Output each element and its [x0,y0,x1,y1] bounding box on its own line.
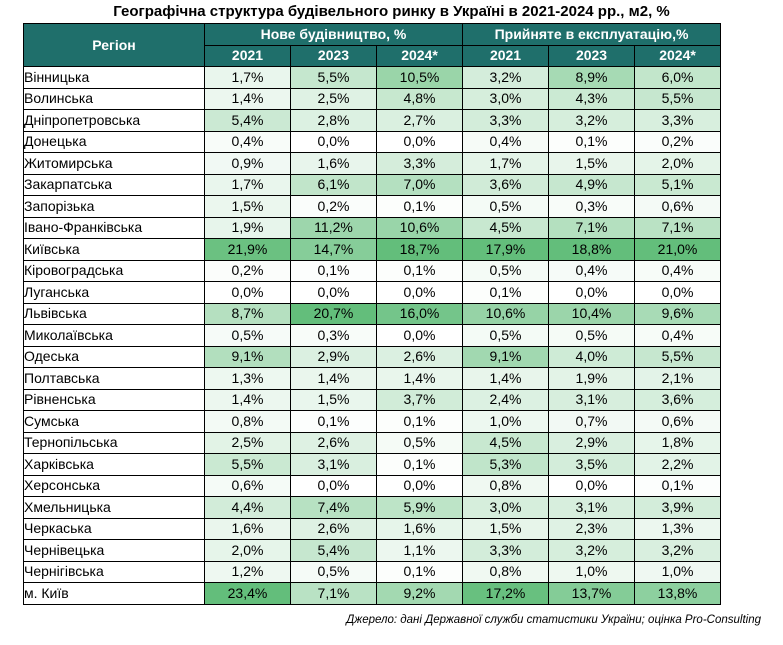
value-cell: 0,2% [291,196,377,218]
table-row [24,110,721,132]
value-cell: 3,2% [549,110,635,132]
value-cell: 11,2% [291,217,377,239]
region-name-cell: Сумська [24,411,205,433]
value-cell: 5,4% [205,110,291,132]
region-name-cell: Хмельницька [24,497,205,519]
value-cell: 1,4% [377,368,463,390]
value-cell: 2,4% [463,389,549,411]
value-cell: 0,0% [291,282,377,304]
value-cell: 2,0% [205,540,291,562]
region-name-cell: Вінницька [24,67,205,89]
table-row [24,282,721,304]
table-row [24,368,721,390]
value-cell: 5,4% [291,540,377,562]
value-cell: 10,4% [549,303,635,325]
value-cell: 23,4% [205,583,291,605]
region-name-cell: Львівська [24,303,205,325]
value-cell: 1,4% [463,368,549,390]
value-cell: 3,2% [463,67,549,89]
value-cell: 0,1% [635,475,721,497]
value-cell: 0,0% [291,475,377,497]
value-cell: 1,2% [205,561,291,583]
region-name-cell: м. Київ [24,583,205,605]
value-cell: 0,1% [377,454,463,476]
value-cell: 0,0% [377,325,463,347]
value-cell: 1,0% [635,561,721,583]
value-cell: 1,3% [635,518,721,540]
table-row [24,325,721,347]
value-cell: 10,6% [463,303,549,325]
value-cell: 1,9% [549,368,635,390]
value-cell: 3,3% [377,153,463,175]
table-row [24,475,721,497]
value-cell: 1,4% [291,368,377,390]
value-cell: 2,2% [635,454,721,476]
new-construction-header: Нове будівництво, % [205,24,463,46]
table-body [24,67,721,605]
value-cell: 3,6% [635,389,721,411]
value-cell: 2,9% [291,346,377,368]
value-cell: 8,9% [549,67,635,89]
value-cell: 1,7% [205,67,291,89]
value-cell: 1,5% [205,196,291,218]
region-name-cell: Одеська [24,346,205,368]
table-row [24,131,721,153]
value-cell: 2,6% [377,346,463,368]
value-cell: 0,0% [291,131,377,153]
value-cell: 9,1% [205,346,291,368]
region-name-cell: Донецька [24,131,205,153]
table-row [24,432,721,454]
value-cell: 2,6% [291,432,377,454]
value-cell: 18,8% [549,239,635,261]
table-row [24,411,721,433]
value-cell: 2,8% [291,110,377,132]
value-cell: 1,6% [377,518,463,540]
value-cell: 20,7% [291,303,377,325]
table-row [24,67,721,89]
value-cell: 0,0% [377,475,463,497]
value-cell: 1,5% [291,389,377,411]
value-cell: 0,2% [205,260,291,282]
table-row [24,174,721,196]
value-cell: 0,0% [549,475,635,497]
region-name-cell: Волинська [24,88,205,110]
source-note: Джерело: дані Державної служби статистики України; оцінка Pro-Consulting [346,614,761,626]
value-cell: 17,2% [463,583,549,605]
value-cell: 4,5% [463,432,549,454]
value-cell: 7,4% [291,497,377,519]
value-cell: 1,4% [205,389,291,411]
region-name-cell: Полтавська [24,368,205,390]
region-name-cell: Запорізька [24,196,205,218]
value-cell: 3,7% [377,389,463,411]
table-row [24,196,721,218]
value-cell: 3,2% [635,540,721,562]
value-cell: 3,0% [463,88,549,110]
region-name-cell: Миколаївська [24,325,205,347]
value-cell: 0,5% [463,260,549,282]
value-cell: 6,0% [635,67,721,89]
table-row [24,239,721,261]
table-title: Географічна структура будівельного ринку в Україні в 2021-2024 рр., м2, % [113,3,670,20]
value-cell: 10,5% [377,67,463,89]
value-cell: 0,6% [635,411,721,433]
value-cell: 2,6% [291,518,377,540]
commissioned-header: Прийняте в експлуатацію,% [463,24,721,46]
table-row [24,561,721,583]
value-cell: 2,0% [635,153,721,175]
value-cell: 0,5% [463,196,549,218]
value-cell: 0,8% [463,561,549,583]
value-cell: 4,9% [549,174,635,196]
value-cell: 1,8% [635,432,721,454]
value-cell: 0,8% [205,411,291,433]
value-cell: 0,5% [291,561,377,583]
value-cell: 3,0% [463,497,549,519]
value-cell: 9,2% [377,583,463,605]
value-cell: 0,4% [635,260,721,282]
value-cell: 6,1% [291,174,377,196]
region-name-cell: Рівненська [24,389,205,411]
value-cell: 0,6% [205,475,291,497]
value-cell: 4,4% [205,497,291,519]
value-cell: 4,5% [463,217,549,239]
region-name-cell: Херсонська [24,475,205,497]
value-cell: 0,0% [377,282,463,304]
value-cell: 10,6% [377,217,463,239]
year-header: 2024* [635,45,721,67]
value-cell: 7,0% [377,174,463,196]
table-row [24,153,721,175]
value-cell: 0,1% [377,561,463,583]
value-cell: 21,0% [635,239,721,261]
year-header: 2024* [377,45,463,67]
table-row [24,454,721,476]
value-cell: 0,3% [549,196,635,218]
value-cell: 1,9% [205,217,291,239]
value-cell: 0,1% [549,131,635,153]
value-cell: 0,6% [635,196,721,218]
value-cell: 0,1% [463,282,549,304]
region-name-cell: Луганська [24,282,205,304]
table-row [24,260,721,282]
value-cell: 1,5% [463,518,549,540]
region-name-cell: Дніпропетровська [24,110,205,132]
value-cell: 3,1% [291,454,377,476]
value-cell: 9,6% [635,303,721,325]
value-cell: 7,1% [291,583,377,605]
value-cell: 7,1% [635,217,721,239]
year-header: 2021 [463,45,549,67]
value-cell: 4,0% [549,346,635,368]
value-cell: 17,9% [463,239,549,261]
value-cell: 1,4% [205,88,291,110]
value-cell: 0,4% [635,325,721,347]
value-cell: 0,5% [205,325,291,347]
value-cell: 1,3% [205,368,291,390]
value-cell: 0,0% [377,131,463,153]
value-cell: 1,1% [377,540,463,562]
value-cell: 4,8% [377,88,463,110]
value-cell: 1,6% [205,518,291,540]
value-cell: 3,3% [635,110,721,132]
value-cell: 2,3% [549,518,635,540]
table-row [24,303,721,325]
table-row [24,497,721,519]
value-cell: 0,1% [291,260,377,282]
value-cell: 0,1% [377,411,463,433]
region-name-cell: Тернопільська [24,432,205,454]
value-cell: 0,8% [463,475,549,497]
table-row [24,88,721,110]
value-cell: 3,6% [463,174,549,196]
value-cell: 8,7% [205,303,291,325]
value-cell: 0,1% [377,260,463,282]
value-cell: 0,5% [377,432,463,454]
value-cell: 1,7% [205,174,291,196]
value-cell: 5,5% [205,454,291,476]
value-cell: 0,7% [549,411,635,433]
value-cell: 13,7% [549,583,635,605]
value-cell: 4,3% [549,88,635,110]
value-cell: 1,0% [549,561,635,583]
value-cell: 0,9% [205,153,291,175]
value-cell: 16,0% [377,303,463,325]
value-cell: 3,9% [635,497,721,519]
year-header: 2023 [549,45,635,67]
region-name-cell: Черкаська [24,518,205,540]
value-cell: 0,4% [205,131,291,153]
value-cell: 0,4% [549,260,635,282]
value-cell: 0,0% [635,282,721,304]
value-cell: 2,7% [377,110,463,132]
value-cell: 0,3% [291,325,377,347]
value-cell: 21,9% [205,239,291,261]
value-cell: 18,7% [377,239,463,261]
value-cell: 14,7% [291,239,377,261]
value-cell: 0,1% [377,196,463,218]
value-cell: 0,0% [549,282,635,304]
value-cell: 5,3% [463,454,549,476]
value-cell: 5,5% [635,346,721,368]
value-cell: 3,2% [549,540,635,562]
region-name-cell: Житомирська [24,153,205,175]
value-cell: 0,5% [549,325,635,347]
value-cell: 0,0% [205,282,291,304]
region-name-cell: Закарпатська [24,174,205,196]
region-column-header: Регіон [24,24,205,67]
year-header: 2021 [205,45,291,67]
value-cell: 0,4% [463,131,549,153]
table-row [24,540,721,562]
value-cell: 1,5% [549,153,635,175]
value-cell: 2,1% [635,368,721,390]
value-cell: 1,7% [463,153,549,175]
region-name-cell: Івано-Франківська [24,217,205,239]
value-cell: 7,1% [549,217,635,239]
value-cell: 3,1% [549,389,635,411]
value-cell: 2,5% [291,88,377,110]
region-name-cell: Київська [24,239,205,261]
value-cell: 13,8% [635,583,721,605]
table-row [24,389,721,411]
value-cell: 2,9% [549,432,635,454]
value-cell: 3,3% [463,540,549,562]
value-cell: 0,2% [635,131,721,153]
value-cell: 3,5% [549,454,635,476]
region-name-cell: Харківська [24,454,205,476]
table-row [24,518,721,540]
region-name-cell: Кіровоградська [24,260,205,282]
table-row [24,583,721,605]
value-cell: 0,5% [463,325,549,347]
table-row [24,346,721,368]
value-cell: 3,3% [463,110,549,132]
value-cell: 2,5% [205,432,291,454]
region-name-cell: Чернівецька [24,540,205,562]
data-table [23,23,721,605]
value-cell: 1,0% [463,411,549,433]
table-row [24,217,721,239]
value-cell: 5,9% [377,497,463,519]
value-cell: 5,1% [635,174,721,196]
value-cell: 3,1% [549,497,635,519]
header-row-groups [24,24,721,46]
value-cell: 0,1% [291,411,377,433]
value-cell: 5,5% [635,88,721,110]
value-cell: 1,6% [291,153,377,175]
region-name-cell: Чернігівська [24,561,205,583]
value-cell: 5,5% [291,67,377,89]
value-cell: 9,1% [463,346,549,368]
year-header: 2023 [291,45,377,67]
